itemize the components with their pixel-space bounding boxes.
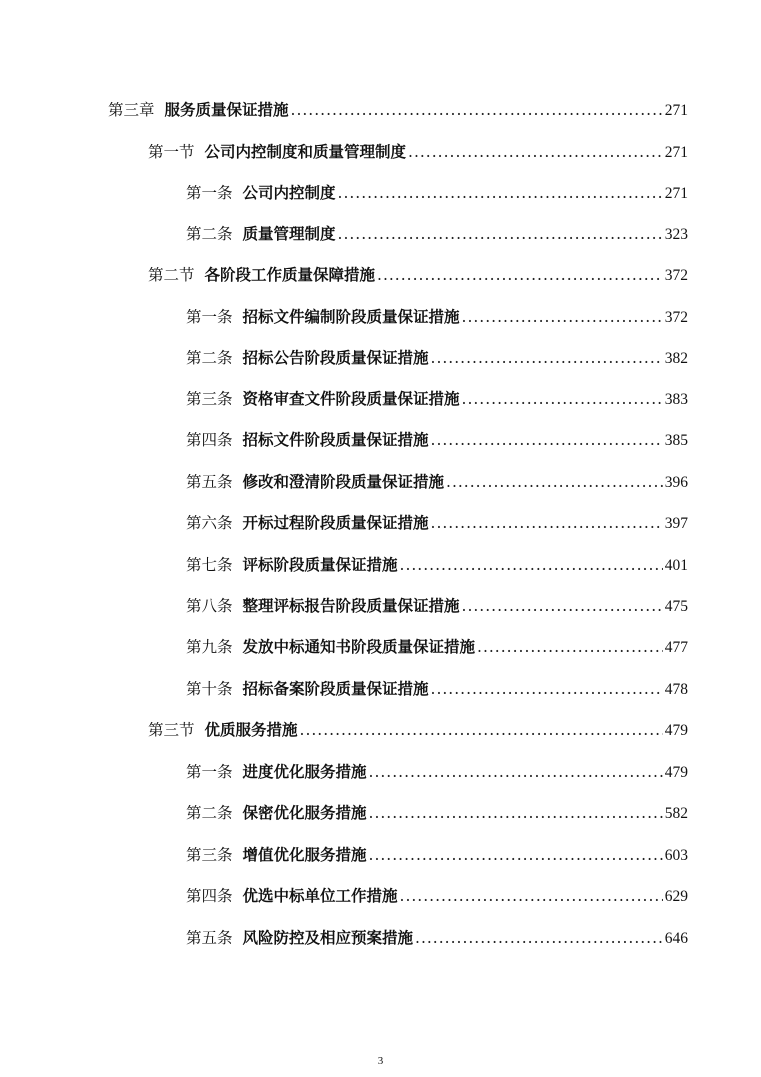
toc-leader-dots xyxy=(369,801,663,825)
toc-leader-dots xyxy=(462,387,663,411)
toc-entry-title: 修改和澄清阶段质量保证措施 xyxy=(242,472,445,491)
toc-leader-dots xyxy=(462,594,663,618)
toc-entry[interactable] xyxy=(148,140,688,164)
toc-entry[interactable] xyxy=(148,718,688,742)
toc-leader-dots xyxy=(446,470,663,494)
toc-entry-page: 382 xyxy=(664,350,688,367)
toc-entry-page: 479 xyxy=(664,764,688,781)
toc-leader-dots xyxy=(415,926,663,950)
toc-entry-page: 385 xyxy=(664,432,688,449)
toc-leader-dots xyxy=(431,346,663,370)
toc-entry-title: 开标过程阶段质量保证措施 xyxy=(242,513,429,532)
toc-entry-number: 第三章 xyxy=(108,101,155,119)
toc-entry[interactable] xyxy=(186,635,688,659)
toc-entry-number: 第一节 xyxy=(148,143,195,161)
toc-entry-title: 招标公告阶段质量保证措施 xyxy=(242,348,429,367)
toc-entry[interactable] xyxy=(186,181,688,205)
toc-entry[interactable] xyxy=(186,843,688,867)
toc-entry-number: 第六条 xyxy=(186,514,233,532)
toc-entry-number: 第十条 xyxy=(186,680,233,698)
toc-entry-page: 396 xyxy=(664,474,688,491)
toc-entry[interactable] xyxy=(186,884,688,908)
toc-entry-number: 第二节 xyxy=(148,266,195,284)
toc-entry-number: 第二条 xyxy=(186,804,233,822)
toc-leader-dots xyxy=(462,305,663,329)
toc-entry[interactable] xyxy=(186,594,688,618)
toc-entry-number: 第四条 xyxy=(186,431,233,449)
toc-entry-page: 271 xyxy=(664,185,688,202)
toc-entry[interactable] xyxy=(186,428,688,452)
toc-entry-number: 第五条 xyxy=(186,929,233,947)
toc-entry-number: 第九条 xyxy=(186,638,233,656)
toc-entry-title: 各阶段工作质量保障措施 xyxy=(204,265,376,284)
toc-entry-number: 第八条 xyxy=(186,597,233,615)
toc-entry-title: 评标阶段质量保证措施 xyxy=(242,555,398,574)
toc-entry-title: 资格审查文件阶段质量保证措施 xyxy=(242,389,460,408)
toc-entry-number: 第三条 xyxy=(186,390,233,408)
toc-entry[interactable] xyxy=(186,387,688,411)
toc-entry-page: 478 xyxy=(664,681,688,698)
toc-entry-number: 第四条 xyxy=(186,887,233,905)
toc-entry-number: 第一条 xyxy=(186,763,233,781)
toc-entry-title: 优选中标单位工作措施 xyxy=(242,886,398,905)
toc-entry-title: 风险防控及相应预案措施 xyxy=(242,928,414,947)
toc-entry[interactable] xyxy=(186,677,688,701)
toc-entry-page: 372 xyxy=(664,309,688,326)
toc-entry[interactable] xyxy=(186,760,688,784)
toc-entry-title: 整理评标报告阶段质量保证措施 xyxy=(242,596,460,615)
toc-entry-title: 保密优化服务措施 xyxy=(242,803,367,822)
toc-entry-title: 发放中标通知书阶段质量保证措施 xyxy=(242,637,476,656)
toc-leader-dots xyxy=(338,181,663,205)
toc-entry-title: 招标文件阶段质量保证措施 xyxy=(242,430,429,449)
toc-entry[interactable] xyxy=(148,263,688,287)
toc-entry[interactable] xyxy=(186,346,688,370)
toc-leader-dots xyxy=(400,553,663,577)
toc-leader-dots xyxy=(477,635,663,659)
toc-entry-page: 582 xyxy=(664,805,688,822)
toc-leader-dots xyxy=(431,428,663,452)
toc-entry-page: 475 xyxy=(664,598,688,615)
toc-leader-dots xyxy=(291,98,663,122)
toc-entry-title: 招标备案阶段质量保证措施 xyxy=(242,679,429,698)
toc-entry-page: 479 xyxy=(664,722,688,739)
toc-entry-title: 公司内控制度和质量管理制度 xyxy=(204,142,407,161)
toc-entry-number: 第三条 xyxy=(186,846,233,864)
toc-entry[interactable] xyxy=(186,222,688,246)
page-number: 3 xyxy=(377,1055,384,1067)
toc-entry[interactable] xyxy=(186,553,688,577)
toc-leader-dots xyxy=(338,222,663,246)
toc-entry-title: 服务质量保证措施 xyxy=(164,100,289,119)
toc-entry-page: 401 xyxy=(664,557,688,574)
toc-entry-page: 646 xyxy=(664,930,688,947)
toc-entry-title: 增值优化服务措施 xyxy=(242,845,367,864)
toc-entry-page: 603 xyxy=(664,847,688,864)
toc-entry-number: 第七条 xyxy=(186,556,233,574)
toc-entry-title: 公司内控制度 xyxy=(242,183,336,202)
toc-entry[interactable] xyxy=(186,305,688,329)
toc-entry-page: 383 xyxy=(664,391,688,408)
toc-entry[interactable] xyxy=(186,801,688,825)
toc-leader-dots xyxy=(400,884,663,908)
toc-leader-dots xyxy=(377,263,663,287)
toc-entry-page: 271 xyxy=(664,144,688,161)
toc-entry[interactable] xyxy=(186,470,688,494)
toc-entry-page: 629 xyxy=(664,888,688,905)
toc-leader-dots xyxy=(431,677,663,701)
toc-entry-number: 第一条 xyxy=(186,308,233,326)
toc-entry[interactable] xyxy=(186,926,688,950)
toc-entry-number: 第一条 xyxy=(186,184,233,202)
toc-entry-number: 第五条 xyxy=(186,473,233,491)
toc-entry[interactable] xyxy=(186,511,688,535)
toc-entry-number: 第三节 xyxy=(148,721,195,739)
toc-entry-title: 质量管理制度 xyxy=(242,224,336,243)
toc-leader-dots xyxy=(369,843,663,867)
toc-entry-title: 优质服务措施 xyxy=(204,720,298,739)
toc-entry-page: 323 xyxy=(664,226,688,243)
toc-leader-dots xyxy=(431,511,663,535)
toc-leader-dots xyxy=(408,140,663,164)
toc-entry-number: 第二条 xyxy=(186,225,233,243)
toc-entry-page: 372 xyxy=(664,267,688,284)
toc-entry-number: 第二条 xyxy=(186,349,233,367)
toc-entry[interactable] xyxy=(108,98,688,122)
toc-leader-dots xyxy=(369,760,663,784)
toc-entry-page: 397 xyxy=(664,515,688,532)
toc-entry-title: 进度优化服务措施 xyxy=(242,762,367,781)
toc-leader-dots xyxy=(300,718,663,742)
toc-entry-page: 271 xyxy=(664,102,688,119)
toc-entry-title: 招标文件编制阶段质量保证措施 xyxy=(242,307,460,326)
toc-entry-page: 477 xyxy=(664,639,688,656)
